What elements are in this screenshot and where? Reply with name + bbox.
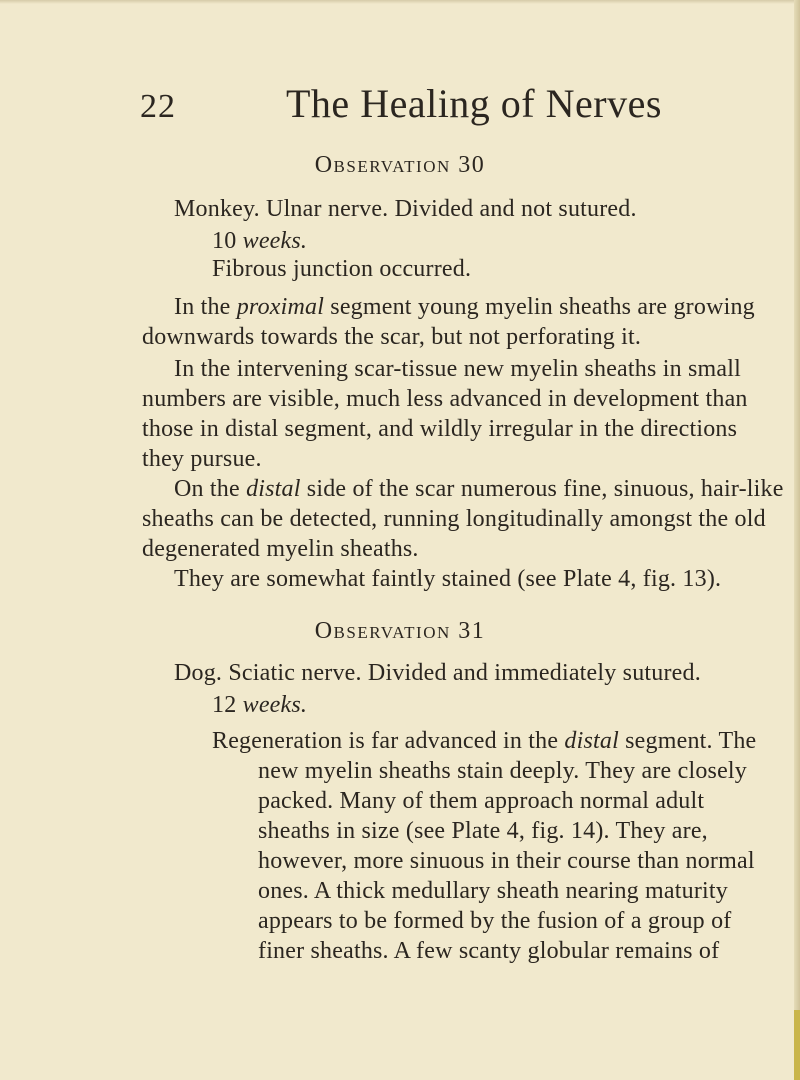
emphasis-distal: distal — [246, 476, 301, 502]
paragraph-line: those in distal segment, and wildly irregular in the directions — [142, 416, 738, 442]
paragraph-line — [174, 294, 755, 321]
paragraph-line: sheaths can be detected, running longitudinally amongst the old — [142, 506, 766, 532]
duration-number: 10 — [212, 228, 237, 254]
paragraph-line: downwards towards the scar, but not perforating it. — [142, 324, 642, 350]
text-run: segment. The — [618, 728, 757, 754]
page-header — [0, 80, 800, 136]
paragraph-line: finer sheaths. A few scanty globular remains of — [258, 938, 720, 964]
paragraph-line — [174, 476, 784, 503]
emphasis-proximal: proximal — [236, 294, 325, 320]
running-title: The Healing of Nerves — [286, 81, 662, 126]
result-line: Fibrous junction occurred. — [212, 256, 472, 282]
text-run: side of the scar numerous fine, sinuous, hair-like — [300, 476, 784, 502]
duration-line — [212, 228, 307, 255]
text-run: In the — [174, 294, 237, 320]
paragraph-line: appears to be formed by the fusion of a group of — [258, 908, 732, 934]
paragraph-line: numbers are visible, much less advanced in development than — [142, 386, 748, 412]
paragraph-line: sheaths in size (see Plate 4, fig. 14). They are, — [258, 818, 708, 844]
page-top-shadow — [0, 0, 800, 4]
text-run: Regeneration is far advanced in the — [212, 728, 565, 754]
paragraph-line: They are somewhat faintly stained (see Plate 4, fig. 13). — [174, 566, 722, 592]
text-run: segment young myelin sheaths are growing — [324, 294, 755, 320]
paragraph-line: packed. Many of them approach normal adult — [258, 788, 705, 814]
subject-line: Monkey. Ulnar nerve. Divided and not sutured. — [174, 196, 637, 222]
paragraph-line: ones. A thick medullary sheath nearing maturity — [258, 878, 728, 904]
emphasis-distal: distal — [564, 728, 619, 754]
paragraph-line — [212, 728, 756, 755]
subject-line: Dog. Sciatic nerve. Divided and immediately sutured. — [174, 660, 701, 686]
duration-line — [212, 692, 307, 719]
paragraph-line: they pursue. — [142, 446, 262, 472]
paragraph-line: degenerated myelin sheaths. — [142, 536, 419, 562]
corner-mark — [794, 1010, 800, 1080]
observation-heading: Observation 31 — [314, 618, 486, 644]
paragraph-line: however, more sinuous in their course than normal — [258, 848, 755, 874]
text-run: On the — [174, 476, 247, 502]
duration-unit: weeks. — [242, 228, 308, 254]
duration-unit: weeks. — [242, 692, 308, 718]
duration-number: 12 — [212, 692, 237, 718]
page-number: 22 — [140, 88, 176, 125]
paragraph-line: In the intervening scar-tissue new myelin sheaths in small — [174, 356, 741, 382]
paragraph-line: new myelin sheaths stain deeply. They are closely — [258, 758, 747, 784]
observation-heading: Observation 30 — [314, 152, 486, 178]
